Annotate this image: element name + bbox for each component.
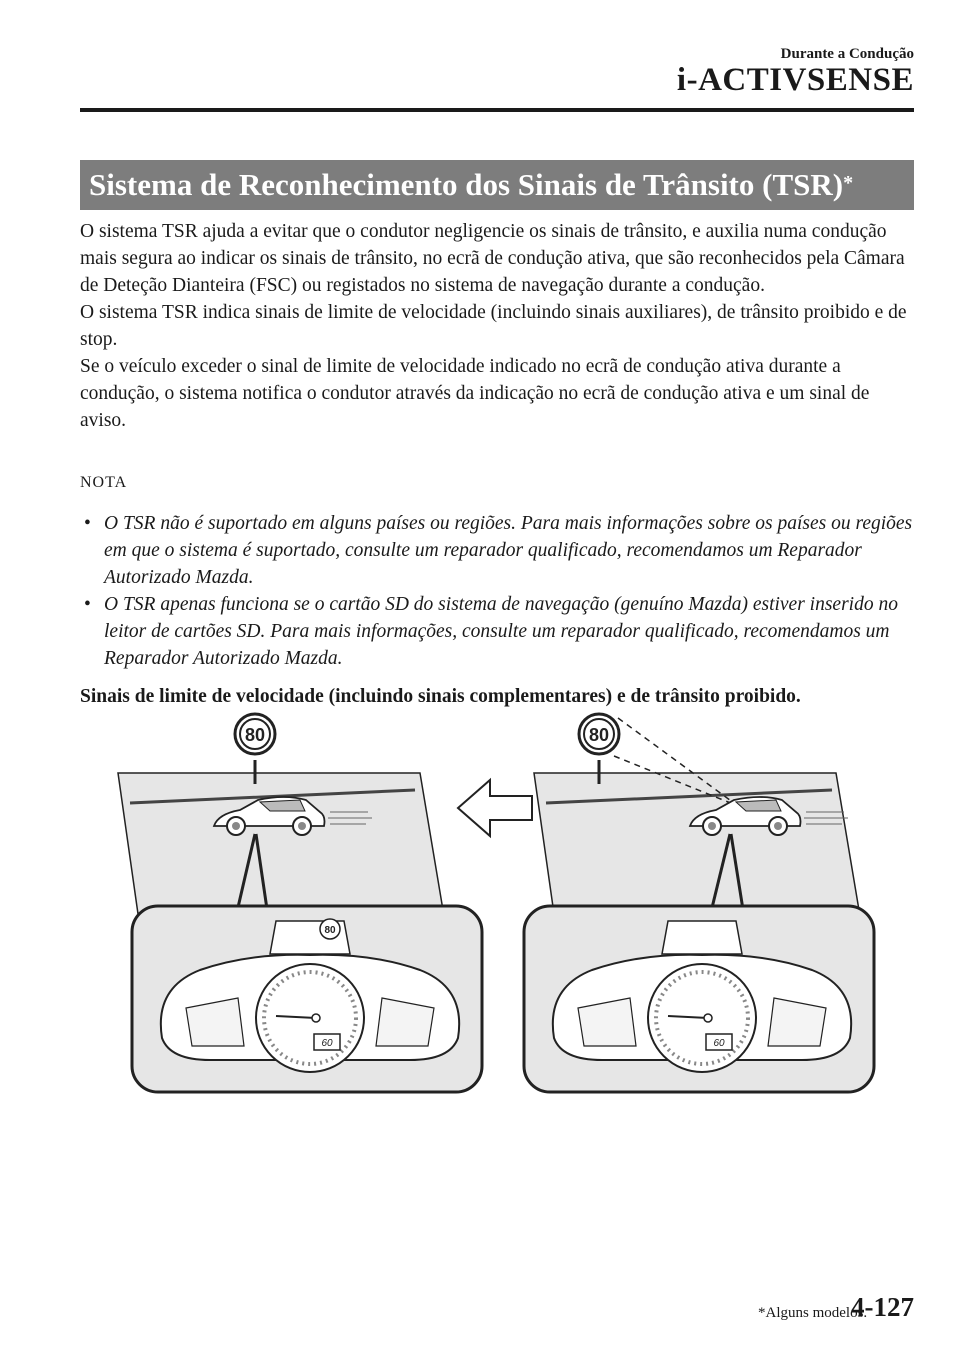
running-header-chapter: i-ACTIVSENSE (676, 62, 914, 98)
instrument-cluster-right (524, 906, 874, 1092)
note-item-text: O TSR não é suportado em alguns países ou regiões. Para mais informações sobre os países ou regiões em que o sistema é suportado, consulte um reparador qualificado, recomendamos um Reparador Autorizado Mazda. (104, 513, 913, 588)
road-scene-right (534, 714, 862, 928)
arrow-left-icon (458, 780, 532, 836)
bullet-icon: • (84, 513, 91, 534)
body-paragraph: O sistema TSR ajuda a evitar que o condutor negligencie os sinais de trânsito, e auxilia numa condução mais segura ao indicar os sinais de trânsito, no ecrã de condução ativa, que são reconhecidos pela Câmara de Deteção Dianteira (FSC) ou registados no sistema de navegação durante a condução. (80, 221, 905, 296)
display-sign-value: 80 (324, 925, 336, 936)
running-header-section: Durante a Condução (780, 46, 914, 62)
body-text (80, 218, 920, 434)
bullet-icon: • (84, 594, 91, 615)
note-item (80, 591, 920, 672)
instrument-cluster-left (132, 906, 482, 1092)
note-item-text: O TSR apenas funciona se o cartão SD do sistema de navegação (genuíno Mazda) estiver inserido no leitor de cartões SD. Para mais informações, consulte um reparador qualificado, recomendamos um Reparador Autorizado Mazda. (104, 594, 898, 669)
note-label: NOTA (80, 474, 128, 491)
body-paragraph: Se o veículo exceder o sinal de limite de velocidade indicado no ecrã de condução ativa durante a condução, o sistema notifica o condutor através da indicação no ecrã de condução ativa e um sinal de aviso. (80, 356, 870, 431)
speed-sign-value: 80 (244, 725, 266, 745)
note-item (80, 510, 920, 591)
speed-readout: 60 (321, 1038, 333, 1049)
page-number: 4-127 (851, 1292, 914, 1322)
speed-sign-value: 80 (588, 725, 610, 745)
section-title-banner (80, 160, 914, 210)
footnote: *Alguns modelos. (758, 1305, 868, 1321)
availability-marker: * (843, 171, 854, 194)
section-title: Sistema de Reconhecimento dos Sinais de Trânsito (TSR) (89, 167, 844, 202)
body-paragraph: O sistema TSR indica sinais de limite de velocidade (incluindo sinais auxiliares), de trânsito proibido e de stop. (80, 302, 907, 350)
road-scene-left (118, 714, 446, 928)
tsr-illustration (110, 708, 890, 1104)
note-list (80, 510, 920, 672)
header-rule (80, 108, 914, 112)
figure-subheading: Sinais de limite de velocidade (incluindo sinais complementares) e de trânsito proibido. (80, 686, 801, 707)
speed-readout: 60 (713, 1038, 725, 1049)
